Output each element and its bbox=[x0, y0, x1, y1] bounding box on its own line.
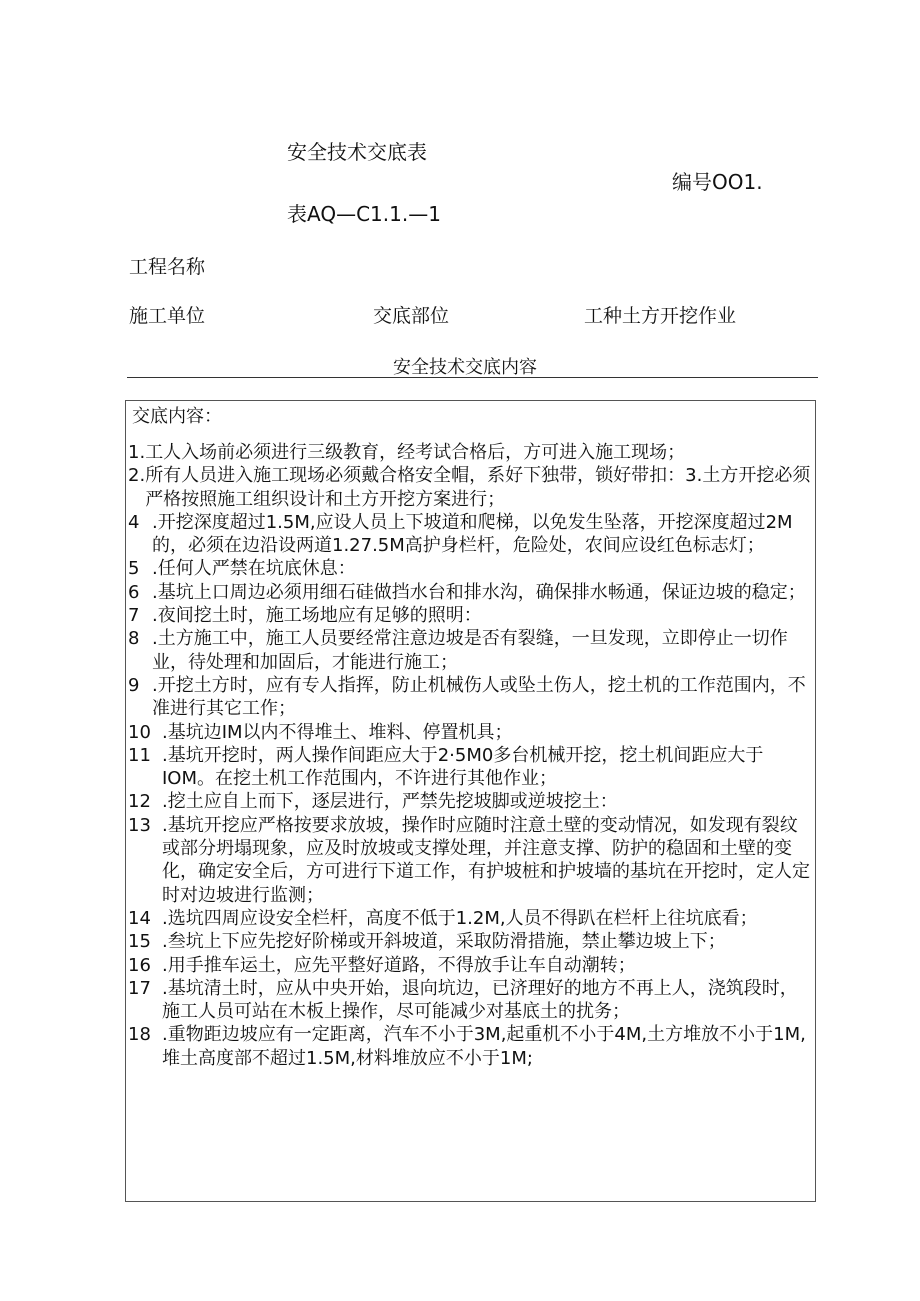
list-item bbox=[128, 744, 814, 791]
list-item bbox=[128, 441, 814, 464]
project-name-label: 工程名称 bbox=[129, 256, 206, 278]
construction-unit-label: 施工单位 bbox=[129, 305, 206, 327]
item-number: 14 bbox=[128, 907, 151, 929]
item-text: .挖土应自上而下，逐层进行，严禁先挖坡脚或逆坡挖土： bbox=[162, 791, 618, 813]
list-item bbox=[128, 721, 814, 744]
item-text: .基坑开挖时，两人操作间距应大于2·5M0多台机械开挖，挖土机间距应大于IOM。在挖土机工作范围内，不许进行其他作业； bbox=[162, 744, 764, 790]
item-number: 13 bbox=[128, 814, 151, 836]
list-item bbox=[128, 954, 814, 977]
list-item bbox=[128, 907, 814, 930]
item-text: .开挖土方时，应有专人指挥，防止机械伤人或坠土伤人，挖土机的工作范围内，不准进行其它工作； bbox=[152, 674, 806, 720]
form-code: 表AQ—C1.1.—1 bbox=[287, 202, 441, 226]
item-number: 8 bbox=[128, 628, 140, 650]
section-title: 安全技术交底内容 bbox=[393, 357, 537, 378]
item-number: 15 bbox=[128, 931, 151, 953]
item-list bbox=[128, 441, 814, 1070]
list-item bbox=[128, 464, 814, 511]
list-item bbox=[128, 604, 814, 627]
item-text: .基坑清土时，应从中央开始，退向坑边，已济理好的地方不再上人，浇筑段时，施工人员可站在木板上操作，尽可能减少对基底土的扰务； bbox=[162, 977, 798, 1023]
item-number: 12 bbox=[128, 791, 151, 813]
item-number: 10 bbox=[128, 721, 151, 743]
list-item bbox=[128, 557, 814, 580]
item-number: 18 bbox=[128, 1024, 151, 1046]
item-text: .用手推车运土，应先平整好道路，不得放手让车自动潮转； bbox=[162, 954, 636, 976]
item-text: .基坑开挖应严格按要求放坡，操作时应随时注意土壁的变动情况，如发现有裂纹或部分坍塌现象，应及时放坡或支撑处理，并注意支撑、防护的稳固和土壁的变化，确定安全后，方可进行下道工作，有护坡桩和护坡墙的基坑在开挖时，定人定时对边坡进行监测； bbox=[162, 814, 810, 906]
item-text: .土方施工中，施工人员要经常注意边坡是否有裂缝，一旦发现，立即停止一切作业，待处理和加固后，才能进行施工； bbox=[152, 628, 788, 673]
item-text: .任何人严禁在坑底休息： bbox=[152, 558, 356, 580]
item-number: 6 bbox=[128, 581, 140, 603]
item-number: 9 bbox=[128, 674, 140, 696]
item-number: 1. bbox=[128, 442, 146, 463]
document-title: 安全技术交底表 bbox=[287, 140, 427, 164]
list-item bbox=[128, 674, 814, 721]
item-text: 所有人员进入施工现场必须戴合格安全帽，系好下独带，锁好带扣：3.土方开挖必须严格按照施工组织设计和土方开挖方案进行； bbox=[145, 465, 811, 510]
list-item bbox=[128, 511, 814, 558]
list-item bbox=[128, 977, 814, 1024]
item-number: 7 bbox=[128, 605, 140, 627]
item-text: .基坑边IM以内不得堆土、堆料、停置机具； bbox=[162, 721, 513, 743]
item-number: 16 bbox=[128, 954, 151, 976]
list-item bbox=[128, 790, 814, 813]
item-text: .选坑四周应设安全栏杆，高度不低于1.2M,人员不得趴在栏杆上往坑底看； bbox=[162, 907, 758, 929]
item-number: 5 bbox=[128, 558, 140, 580]
item-number: 11 bbox=[128, 744, 151, 766]
list-item bbox=[128, 930, 814, 953]
item-text: .开挖深度超过1.5M,应设人员上下坡道和爬梯，以免发生坠落，开挖深度超过2M的，必须在边沿设两道1.27.5M高护身栏杆，危险处，农间应设红色标志灯； bbox=[152, 511, 793, 557]
item-text: .叁坑上下应先挖好阶梯或开斜坡道，采取防滑措施，禁止攀边坡上下； bbox=[162, 931, 726, 953]
list-item bbox=[128, 1023, 814, 1070]
item-text: .基坑上口周边必须用细石硅做挡水台和排水沟，确保排水畅通，保证边坡的稳定； bbox=[152, 581, 806, 603]
item-number: 17 bbox=[128, 977, 151, 999]
item-text: .夜间挖土时，施工场地应有足够的照明： bbox=[152, 605, 482, 627]
work-type-label: 工种土方开挖作业 bbox=[584, 305, 737, 327]
list-item bbox=[128, 814, 814, 907]
divider bbox=[127, 377, 818, 378]
item-number: 4 bbox=[128, 511, 140, 533]
list-item bbox=[128, 581, 814, 604]
list-item bbox=[128, 627, 814, 674]
document-number: 编号OO1. bbox=[672, 170, 763, 194]
item-number: 2. bbox=[128, 465, 146, 487]
item-text: 工人入场前必须进行三级教育，经考试合格后，方可进入施工现场； bbox=[145, 442, 686, 463]
item-text: .重物距边坡应有一定距离，汽车不小于3M,起重机不小于4M,土方堆放不小于1M,堆土高度部不超过1.5M,材料堆放应不小于1M; bbox=[162, 1024, 806, 1069]
content-label: 交底内容： bbox=[132, 406, 222, 427]
handover-part-label: 交底部位 bbox=[373, 305, 450, 327]
